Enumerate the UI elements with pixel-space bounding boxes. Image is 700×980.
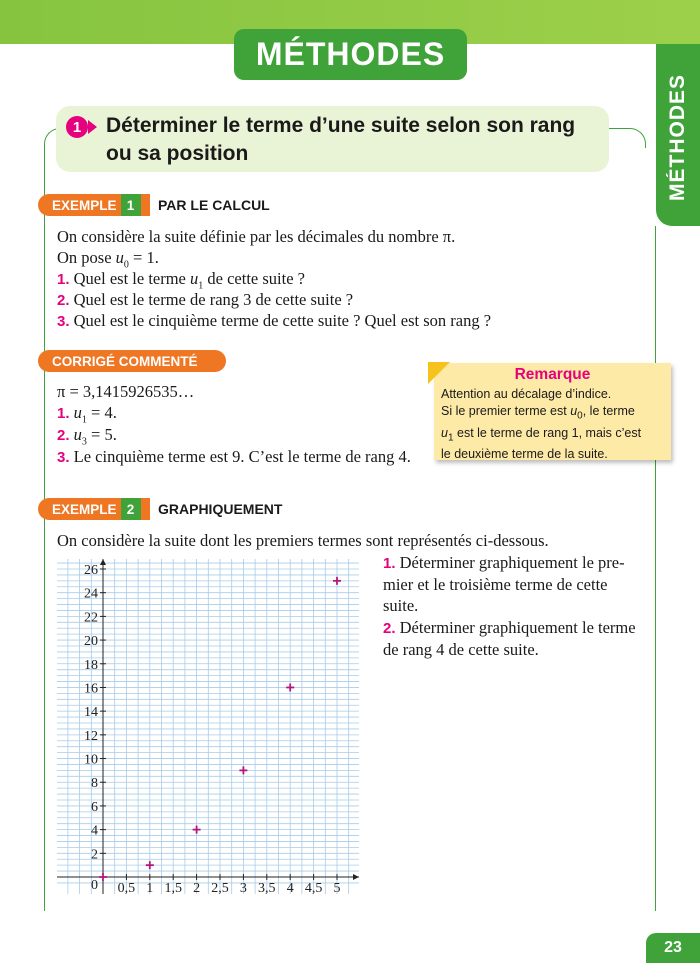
x-tick-label: 1,5 — [164, 881, 182, 896]
example1-line2-value: = 1. — [128, 248, 159, 267]
example2-question1 — [383, 552, 645, 616]
ex2-q2-text-a: Déterminer graphiquement le terme — [399, 618, 636, 637]
q1-var: u — [190, 269, 199, 288]
example2-question2 — [383, 617, 645, 660]
remark-line2 — [441, 403, 669, 425]
example1-tag-label: EXEMPLE — [52, 197, 117, 213]
page-number: 23 — [646, 933, 700, 963]
example1-line1: On considère la suite définie par les décimales du nombre π. — [57, 227, 456, 246]
y-tick-label: 4 — [91, 823, 98, 839]
q2-text: Quel est le terme de rang 3 de cette suite ? — [73, 290, 354, 309]
remark-line4: le deuxième terme de la suite. — [441, 447, 608, 461]
a1-number: 1. — [57, 405, 70, 422]
side-rule — [646, 226, 656, 911]
remark-line3-text: est le terme de rang 1, mais c’est — [453, 425, 642, 440]
ex2-q1-line2: mier et le troisième terme de cette — [383, 575, 608, 594]
q2-number: 2. — [57, 292, 70, 309]
x-tick-label: 4,5 — [304, 881, 323, 896]
data-point-5 — [333, 577, 341, 585]
x-tick-label: 0,5 — [117, 881, 136, 896]
q1-text-end: de cette suite ? — [203, 269, 305, 288]
data-point-3 — [239, 766, 247, 774]
example2-tag-label: EXEMPLE — [52, 501, 117, 517]
corrige-a3 — [57, 446, 411, 468]
example2-caption: GRAPHIQUEMENT — [158, 501, 283, 517]
a1-value: = 4. — [86, 403, 117, 422]
data-point-0 — [99, 873, 107, 881]
corrige-tag: CORRIGÉ COMMENTÉ — [38, 350, 226, 372]
data-point-2 — [193, 826, 201, 834]
x-tick-label: 2 — [193, 881, 201, 896]
method-title: Déterminer le terme d’une suite selon son rang ou sa position — [106, 114, 576, 165]
y-tick-label: 6 — [91, 799, 98, 815]
side-tab-label: MÉTHODES — [666, 73, 689, 201]
origin-label: 0 — [91, 878, 98, 893]
x-tick-label: 5 — [333, 881, 341, 896]
example1-line2-text: On pose — [57, 248, 112, 267]
example1-tag — [38, 194, 150, 216]
data-point-1 — [146, 861, 154, 869]
remark-line3-sub: 1 — [447, 432, 454, 443]
example1-number: 1 — [121, 194, 141, 216]
y-tick-label: 18 — [84, 657, 98, 673]
y-tick-label: 2 — [91, 847, 98, 863]
y-tick-label: 26 — [84, 563, 98, 578]
q1-text: Quel est le terme — [73, 269, 186, 288]
a3-number: 3. — [57, 449, 70, 466]
method-arrow-icon — [88, 120, 97, 134]
remark-line3 — [441, 425, 669, 447]
y-tick-label: 20 — [84, 634, 98, 650]
y-tick-label: 10 — [84, 752, 98, 768]
example2-tag — [38, 498, 150, 520]
x-tick-label: 3 — [239, 881, 247, 896]
remark-line2-var: u — [570, 404, 578, 418]
y-tick-label: 16 — [84, 681, 98, 697]
q1-sub: 1 — [198, 280, 204, 292]
q3-number: 3. — [57, 313, 70, 330]
ex2-q2-line1 — [383, 617, 645, 639]
y-tick-label: 22 — [84, 610, 98, 626]
ex2-q2-line2: de rang 4 de cette suite. — [383, 640, 539, 659]
x-tick-label: 4 — [286, 881, 294, 896]
example1-q3 — [57, 310, 491, 332]
example1-caption: PAR LE CALCUL — [158, 197, 270, 213]
y-tick-label: 8 — [91, 776, 98, 792]
y-tick-label: 12 — [84, 728, 98, 744]
y-tick-label: 24 — [84, 586, 98, 602]
example1-line2-sub: 0 — [123, 259, 129, 271]
a3-text: Le cinquième terme est 9. C’est le terme de rang 4. — [73, 447, 411, 466]
remark-line1: Attention au décalage d’indice. — [441, 387, 612, 401]
ex2-q1-line3: suite. — [383, 596, 419, 615]
y-tick-label: 14 — [84, 705, 98, 721]
remark-line2-text: Si le premier terme est — [441, 404, 571, 418]
a2-var: u — [73, 425, 82, 444]
ex2-q1-number: 1. — [383, 555, 396, 572]
q3-text: Quel est le cinquième terme de cette suite ? Quel est son rang ? — [73, 311, 492, 330]
x-tick-label: 3,5 — [258, 881, 276, 896]
sequence-graph — [55, 553, 365, 898]
a1-var: u — [73, 403, 82, 422]
example1-line2-var: u — [115, 248, 124, 267]
remark-title: Remarque — [514, 366, 591, 383]
method-number-badge: 1 — [66, 116, 88, 138]
a2-sub: 3 — [81, 436, 87, 448]
ex2-q1-text-a: Déterminer graphiquement le pre- — [399, 553, 625, 572]
ex2-q1-line1 — [383, 552, 645, 574]
corrige-pi: π = 3,1415926535… — [57, 382, 195, 401]
a2-value: = 5. — [86, 425, 117, 444]
x-axis-arrow — [353, 874, 359, 880]
example2-number: 2 — [121, 498, 141, 520]
right-frame-rule — [608, 128, 646, 148]
remark-line2-sub: 0 — [577, 410, 583, 422]
remark-line2-end: , le terme — [582, 404, 635, 418]
ex2-q2-number: 2. — [383, 620, 396, 637]
a2-number: 2. — [57, 427, 70, 444]
y-axis-arrow — [100, 559, 106, 565]
example2-intro: On considère la suite dont les premiers termes sont représentés ci-dessous. — [57, 531, 549, 550]
q1-number: 1. — [57, 271, 70, 288]
x-tick-label: 2,5 — [211, 881, 229, 896]
example1-q2 — [57, 289, 353, 311]
data-point-4 — [286, 683, 294, 691]
page-title: MÉTHODES — [234, 29, 467, 80]
x-tick-label: 1 — [146, 881, 154, 896]
remark-body — [441, 386, 669, 463]
a1-sub: 1 — [81, 414, 87, 426]
remark-line3-var: u — [441, 425, 448, 440]
